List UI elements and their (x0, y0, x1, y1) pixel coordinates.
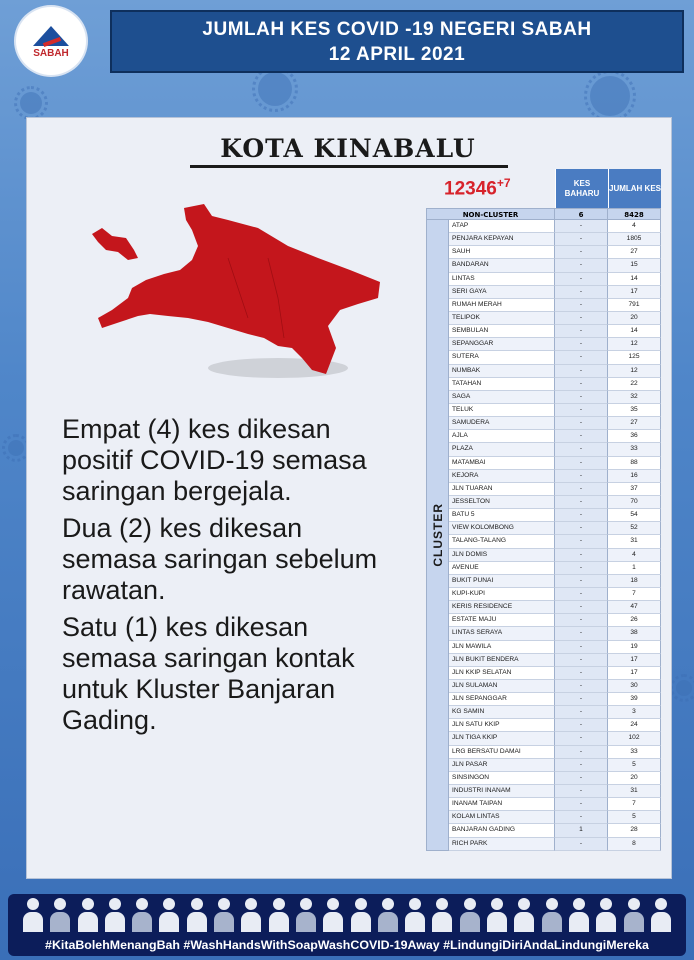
cluster-name: LRG BERSATU DAMAI (449, 746, 555, 759)
description-paragraph: Satu (1) kes dikesan semasa saringan kontak untuk Kluster Banjaran Gading. (62, 612, 355, 735)
cluster-name: KUPI-KUPI (449, 588, 555, 601)
person-icon (295, 898, 317, 932)
cluster-new-cases: - (555, 641, 608, 654)
cluster-total-cases: 5 (608, 811, 661, 824)
cluster-total-cases: 17 (608, 667, 661, 680)
cluster-new-cases: - (555, 798, 608, 811)
non-cluster-label: NON-CLUSTER (426, 208, 555, 220)
table-row (449, 549, 661, 562)
cluster-total-cases: 14 (608, 273, 661, 286)
cluster-new-cases: - (555, 811, 608, 824)
non-cluster-new: 6 (555, 208, 608, 220)
table-row (449, 404, 661, 417)
table-row (449, 759, 661, 772)
virus-decoration-icon (8, 440, 24, 456)
cluster-name: SUTERA (449, 351, 555, 364)
cluster-new-cases: - (555, 575, 608, 588)
person-icon (158, 898, 180, 932)
cluster-new-cases: - (555, 706, 608, 719)
footer-hashtags: #KitaBolehMenangBah #WashHandsWithSoapWashCOVID-19Away #LindungiDiriAndaLindungiMereka (45, 938, 649, 952)
person-icon (595, 898, 617, 932)
person-icon (541, 898, 563, 932)
page-title: JUMLAH KES COVID -19 NEGERI SABAH (202, 18, 592, 40)
person-icon (404, 898, 426, 932)
column-header-total: JUMLAH KES (608, 169, 661, 208)
cluster-total-cases: 27 (608, 246, 661, 259)
cluster-new-cases: - (555, 785, 608, 798)
cluster-total-cases: 18 (608, 575, 661, 588)
table-row (449, 785, 661, 798)
cluster-name: KOLAM LINTAS (449, 811, 555, 824)
cluster-total-cases: 26 (608, 614, 661, 627)
table-row (449, 680, 661, 693)
table-row (449, 641, 661, 654)
cluster-total-cases: 3 (608, 706, 661, 719)
cluster-total-cases: 54 (608, 509, 661, 522)
table-row (449, 470, 661, 483)
table-row (449, 417, 661, 430)
cluster-name: JLN SATU KKIP (449, 719, 555, 732)
cluster-name: JLN SULAMAN (449, 680, 555, 693)
cluster-total-cases: 20 (608, 772, 661, 785)
cluster-new-cases: - (555, 443, 608, 456)
cluster-total-cases: 38 (608, 627, 661, 640)
cluster-name: LINTAS SERAYA (449, 627, 555, 640)
table-row (449, 378, 661, 391)
cluster-name: SINSINGON (449, 772, 555, 785)
cluster-new-cases: - (555, 351, 608, 364)
table-row (449, 351, 661, 364)
cluster-new-cases: - (555, 535, 608, 548)
person-icon (459, 898, 481, 932)
cluster-name: KERIS RESIDENCE (449, 601, 555, 614)
column-header-new: KES BAHARU (555, 169, 608, 208)
cluster-name: JESSELTON (449, 496, 555, 509)
table-row (449, 719, 661, 732)
table-row (449, 246, 661, 259)
table-row (449, 535, 661, 548)
person-icon (322, 898, 344, 932)
cluster-name: LINTAS (449, 273, 555, 286)
cluster-name: JLN BUKIT BENDERA (449, 654, 555, 667)
person-icon (268, 898, 290, 932)
cluster-name: SAGA (449, 391, 555, 404)
cluster-name: KG SAMIN (449, 706, 555, 719)
cluster-new-cases: - (555, 667, 608, 680)
cluster-name: INANAM TAIPAN (449, 798, 555, 811)
cluster-new-cases: - (555, 496, 608, 509)
person-icon (486, 898, 508, 932)
cluster-total-cases: 7 (608, 798, 661, 811)
person-icon (22, 898, 44, 932)
cluster-new-cases: - (555, 522, 608, 535)
person-icon (240, 898, 262, 932)
cluster-new-cases: - (555, 246, 608, 259)
cluster-name: PLAZA (449, 443, 555, 456)
cluster-new-cases: - (555, 746, 608, 759)
cluster-new-cases: - (555, 273, 608, 286)
cluster-total-cases: 88 (608, 457, 661, 470)
header-banner (110, 10, 684, 73)
cluster-name: JLN TUARAN (449, 483, 555, 496)
cluster-new-cases: - (555, 286, 608, 299)
virus-decoration-icon (20, 92, 42, 114)
table-row (449, 522, 661, 535)
cluster-name: BUKIT PUNAI (449, 575, 555, 588)
cluster-total-cases: 15 (608, 259, 661, 272)
cluster-new-cases: - (555, 417, 608, 430)
total-cases-value: 12346 (444, 178, 497, 200)
cluster-table (426, 169, 661, 851)
table-row (449, 838, 661, 851)
cluster-new-cases: - (555, 627, 608, 640)
cluster-new-cases: - (555, 838, 608, 851)
cluster-name: JLN KKIP SELATAN (449, 667, 555, 680)
cluster-new-cases: - (555, 365, 608, 378)
cluster-new-cases: - (555, 220, 608, 233)
person-icon (131, 898, 153, 932)
cluster-total-cases: 7 (608, 588, 661, 601)
virus-decoration-icon (676, 680, 692, 696)
cluster-name: JLN SEPANGGAR (449, 693, 555, 706)
table-row (449, 588, 661, 601)
cluster-total-cases: 16 (608, 470, 661, 483)
cluster-name: RUMAH MERAH (449, 299, 555, 312)
person-icon (213, 898, 235, 932)
cluster-new-cases: - (555, 549, 608, 562)
cluster-name: VIEW KOLOMBONG (449, 522, 555, 535)
cluster-total-cases: 4 (608, 549, 661, 562)
table-row (449, 601, 661, 614)
cluster-name: SERI GAYA (449, 286, 555, 299)
cluster-new-cases: - (555, 457, 608, 470)
cluster-name: SAUH (449, 246, 555, 259)
cluster-name: INDUSTRI INANAM (449, 785, 555, 798)
district-title: KOTA KINABALU (220, 134, 476, 163)
cluster-name: TATAHAN (449, 378, 555, 391)
cluster-new-cases: - (555, 325, 608, 338)
cluster-total-cases: 8 (608, 838, 661, 851)
cluster-rows (449, 220, 661, 851)
cluster-new-cases: - (555, 483, 608, 496)
cluster-total-cases: 32 (608, 391, 661, 404)
cluster-total-cases: 27 (608, 417, 661, 430)
cluster-name: JLN TIGA KKIP (449, 732, 555, 745)
kota-kinabalu-map-icon (88, 198, 388, 388)
cluster-name: BANJARAN GADING (449, 824, 555, 837)
table-row (449, 693, 661, 706)
person-icon (186, 898, 208, 932)
cluster-total-cases: 17 (608, 286, 661, 299)
cluster-new-cases: - (555, 299, 608, 312)
table-row (449, 772, 661, 785)
cluster-total-cases: 39 (608, 693, 661, 706)
cluster-total-cases: 31 (608, 535, 661, 548)
cluster-new-cases: - (555, 654, 608, 667)
cluster-total-cases: 12 (608, 365, 661, 378)
table-row (449, 457, 661, 470)
table-row (449, 746, 661, 759)
cluster-total-cases: 20 (608, 312, 661, 325)
cluster-total-cases: 47 (608, 601, 661, 614)
cluster-total-cases: 12 (608, 338, 661, 351)
cluster-name: JLN MAWILA (449, 641, 555, 654)
cluster-name: PENJARA KEPAYAN (449, 233, 555, 246)
cluster-name: BANDARAN (449, 259, 555, 272)
person-icon (513, 898, 535, 932)
table-row (449, 575, 661, 588)
table-row (449, 391, 661, 404)
cluster-total-cases: 1805 (608, 233, 661, 246)
cluster-new-cases: - (555, 732, 608, 745)
person-icon (49, 898, 71, 932)
report-date: 12 APRIL 2021 (328, 43, 466, 65)
cluster-new-cases: - (555, 693, 608, 706)
cluster-name: JLN DOMIS (449, 549, 555, 562)
cluster-new-cases: - (555, 759, 608, 772)
person-icon (650, 898, 672, 932)
cluster-name: TALANG-TALANG (449, 535, 555, 548)
table-row (449, 233, 661, 246)
cluster-new-cases: - (555, 719, 608, 732)
cluster-name: BATU 5 (449, 509, 555, 522)
cluster-total-cases: 35 (608, 404, 661, 417)
cluster-name: KEJORA (449, 470, 555, 483)
cluster-new-cases: - (555, 601, 608, 614)
cluster-new-cases: - (555, 588, 608, 601)
table-row (449, 259, 661, 272)
cluster-name: NUMBAK (449, 365, 555, 378)
cluster-total-cases: 102 (608, 732, 661, 745)
cluster-new-cases: - (555, 470, 608, 483)
cluster-new-cases: - (555, 404, 608, 417)
table-row (449, 654, 661, 667)
person-icon (77, 898, 99, 932)
table-row (449, 430, 661, 443)
cluster-new-cases: - (555, 614, 608, 627)
cluster-name: MATAMBAI (449, 457, 555, 470)
new-cases-value: +7 (496, 176, 511, 190)
cluster-total-cases: 37 (608, 483, 661, 496)
cluster-new-cases: 1 (555, 824, 608, 837)
cluster-name: JLN PASAR (449, 759, 555, 772)
cluster-total-cases: 17 (608, 654, 661, 667)
cluster-total-cases: 30 (608, 680, 661, 693)
cluster-new-cases: - (555, 338, 608, 351)
frontliner-figures (22, 898, 672, 934)
non-cluster-row (426, 208, 661, 220)
sabah-logo (14, 5, 88, 77)
table-row (449, 798, 661, 811)
cluster-new-cases: - (555, 509, 608, 522)
cluster-new-cases: - (555, 430, 608, 443)
table-row (449, 483, 661, 496)
cluster-name: TELIPOK (449, 312, 555, 325)
cluster-block (426, 220, 661, 851)
cluster-side-label (426, 220, 449, 851)
logo-text: SABAH (33, 47, 69, 59)
table-row (449, 667, 661, 680)
person-icon (104, 898, 126, 932)
cluster-new-cases: - (555, 391, 608, 404)
cluster-total-cases: 4 (608, 220, 661, 233)
cluster-name: TELUK (449, 404, 555, 417)
cluster-name: ATAP (449, 220, 555, 233)
table-row (449, 496, 661, 509)
cluster-name: RICH PARK (449, 838, 555, 851)
description-paragraph: Empat (4) kes dikesan positif COVID-19 semasa saringan bergejala. (62, 414, 367, 506)
cluster-new-cases: - (555, 680, 608, 693)
title-underline (190, 165, 508, 168)
virus-decoration-icon (590, 76, 630, 116)
cluster-total-cases: 28 (608, 824, 661, 837)
non-cluster-total: 8428 (608, 208, 661, 220)
table-row (449, 509, 661, 522)
cluster-total-cases: 31 (608, 785, 661, 798)
table-row (449, 365, 661, 378)
table-row (449, 627, 661, 640)
cluster-total-cases: 19 (608, 641, 661, 654)
cluster-total-cases: 5 (608, 759, 661, 772)
table-row (449, 811, 661, 824)
table-row (449, 562, 661, 575)
cluster-name: SEMBULAN (449, 325, 555, 338)
cluster-total-cases: 36 (608, 430, 661, 443)
cluster-new-cases: - (555, 312, 608, 325)
cluster-name: AVENUE (449, 562, 555, 575)
cluster-new-cases: - (555, 259, 608, 272)
table-row (449, 299, 661, 312)
person-icon (623, 898, 645, 932)
cluster-name: AJLA (449, 430, 555, 443)
table-row (449, 824, 661, 837)
cluster-total-cases: 33 (608, 746, 661, 759)
cluster-new-cases: - (555, 378, 608, 391)
table-row (449, 443, 661, 456)
table-row (449, 273, 661, 286)
cluster-total-cases: 125 (608, 351, 661, 364)
virus-decoration-icon (258, 72, 292, 106)
cluster-total-cases: 791 (608, 299, 661, 312)
cluster-total-cases: 14 (608, 325, 661, 338)
person-icon (431, 898, 453, 932)
description-paragraph: Dua (2) kes dikesan semasa saringan sebelum rawatan. (62, 513, 378, 605)
table-row (449, 614, 661, 627)
cluster-label-text: CLUSTER (430, 503, 445, 567)
cluster-new-cases: - (555, 772, 608, 785)
cluster-total-cases: 22 (608, 378, 661, 391)
cluster-total-cases: 70 (608, 496, 661, 509)
table-row (449, 706, 661, 719)
cluster-new-cases: - (555, 233, 608, 246)
table-row (449, 286, 661, 299)
table-header (426, 169, 661, 208)
person-icon (568, 898, 590, 932)
table-row (449, 338, 661, 351)
cluster-total-cases: 1 (608, 562, 661, 575)
table-row (449, 325, 661, 338)
person-icon (350, 898, 372, 932)
sabah-logo-icon (29, 24, 73, 46)
cluster-name: SAMUDERA (449, 417, 555, 430)
table-row (449, 312, 661, 325)
cluster-total-cases: 33 (608, 443, 661, 456)
cluster-total-cases: 52 (608, 522, 661, 535)
footer-banner (8, 894, 686, 956)
cluster-name: ESTATE MAJU (449, 614, 555, 627)
cluster-total-cases: 24 (608, 719, 661, 732)
table-row (449, 220, 661, 233)
person-icon (377, 898, 399, 932)
cluster-name: SEPANGGAR (449, 338, 555, 351)
table-row (449, 732, 661, 745)
case-description (62, 414, 402, 742)
cluster-new-cases: - (555, 562, 608, 575)
